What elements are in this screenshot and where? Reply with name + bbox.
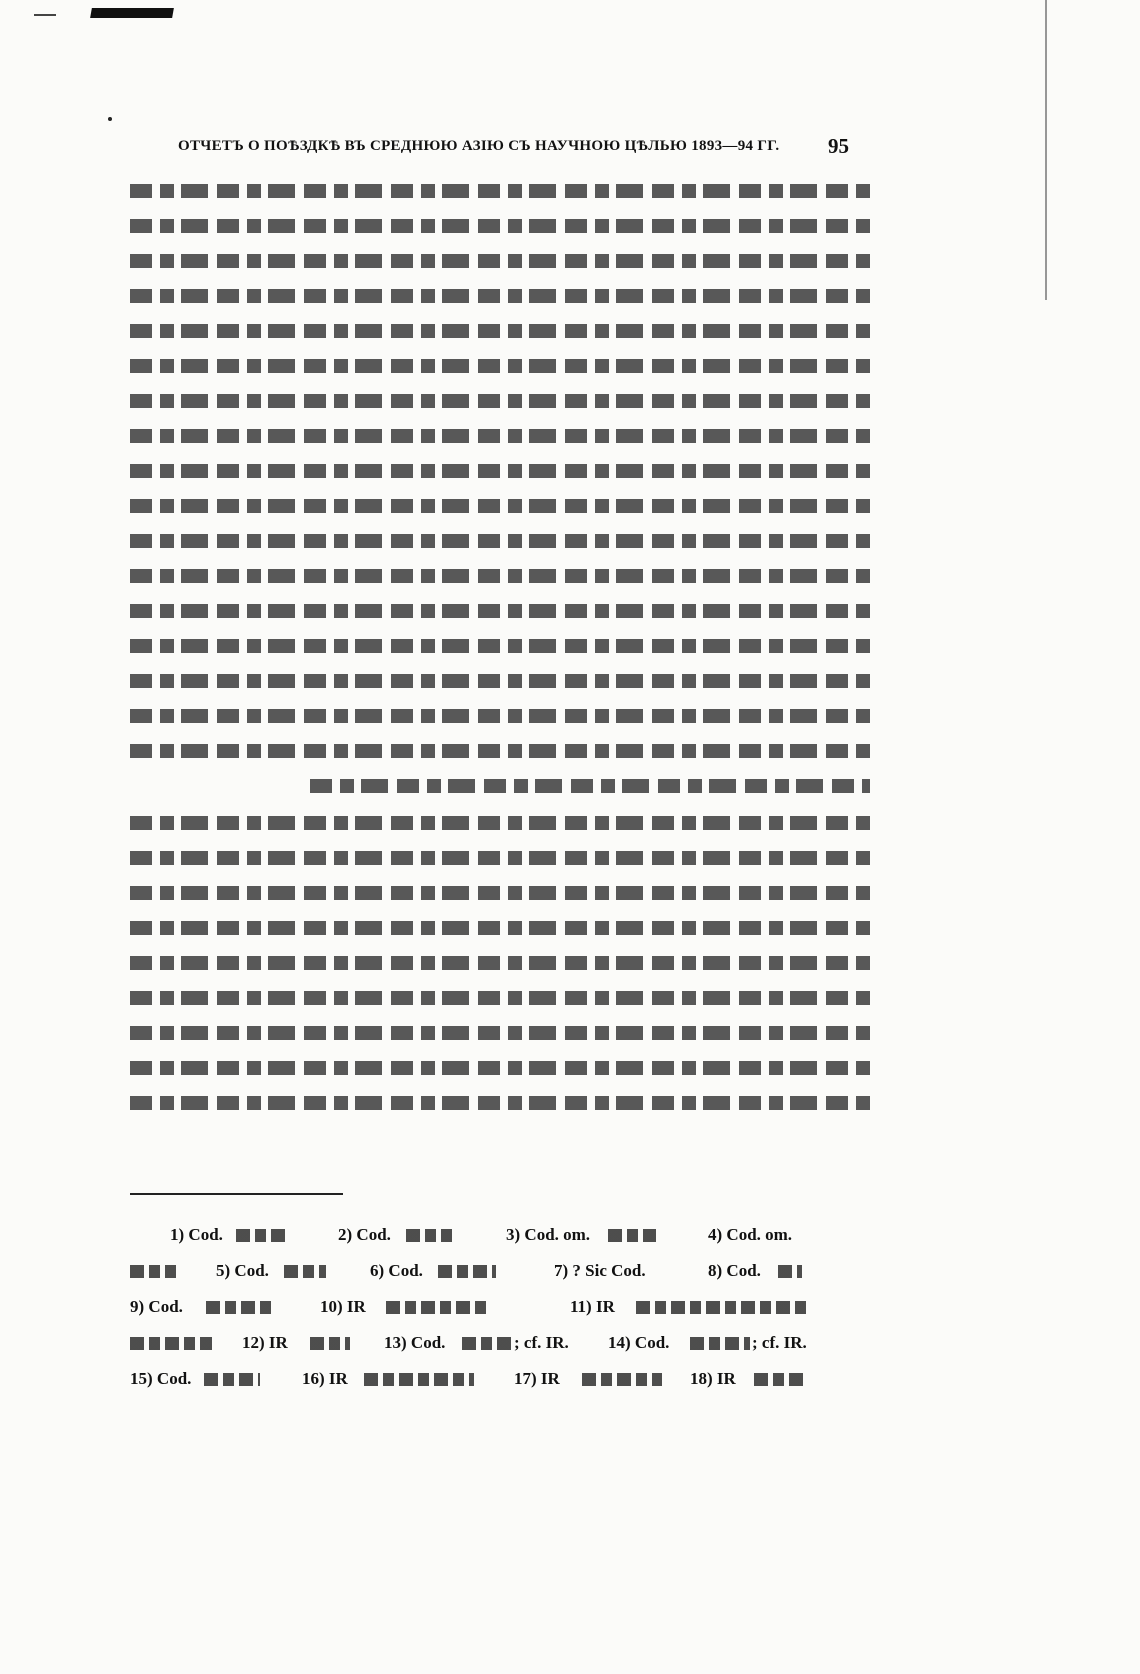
arabic-variant <box>310 1337 350 1350</box>
footnote-ref: 3) Cod. om. <box>506 1225 591 1244</box>
footnote-ref: 18) IR <box>690 1369 736 1388</box>
footnote-ref: 1) Cod. <box>170 1225 223 1244</box>
text-line <box>130 1096 870 1110</box>
text-line <box>130 956 870 970</box>
running-header: ОТЧЕТЪ О ПОѢЗДКѢ ВЪ СРЕДНЮЮ АЗІЮ СЪ НАУЧНОЮ ЦѢЛЬЮ 1893—94 ГГ. <box>178 138 780 154</box>
text-line <box>130 464 870 478</box>
scan-dot <box>108 117 112 121</box>
page-number: 95 <box>828 134 849 158</box>
footnotes <box>130 1225 870 1425</box>
text-line <box>130 359 870 373</box>
footnote-ref: 14) Cod. <box>608 1333 670 1352</box>
text-line <box>130 674 870 688</box>
footnote-ref: 2) Cod. <box>338 1225 391 1244</box>
arabic-variant <box>636 1301 808 1314</box>
arabic-variant <box>386 1301 490 1314</box>
text-line <box>130 499 870 513</box>
text-line <box>130 604 870 618</box>
footnote-ref: 5) Cod. <box>216 1261 269 1280</box>
arabic-variant <box>778 1265 802 1278</box>
footnote-ref: 17) IR <box>514 1369 560 1388</box>
text-line <box>130 184 870 198</box>
footnote-ref: ; cf. IR. <box>752 1333 807 1352</box>
arabic-variant <box>206 1301 272 1314</box>
text-line <box>130 709 870 723</box>
footnote-rule <box>130 1193 343 1195</box>
scan-edge-right <box>1045 0 1047 300</box>
text-line <box>130 429 870 443</box>
text-line <box>130 816 870 830</box>
footnote-ref: 16) IR <box>302 1369 348 1388</box>
arabic-variant <box>438 1265 496 1278</box>
text-line <box>130 254 870 268</box>
persian-text-block <box>130 178 870 1128</box>
text-line <box>130 394 870 408</box>
text-line <box>130 886 870 900</box>
text-line <box>130 639 870 653</box>
footnote-ref: 4) Cod. om. <box>708 1225 793 1244</box>
footnote-ref: 13) Cod. <box>384 1333 446 1352</box>
footnote-ref: 11) IR <box>570 1297 615 1316</box>
text-line <box>130 851 870 865</box>
text-line <box>130 219 870 233</box>
text-line <box>130 569 870 583</box>
text-line <box>130 921 870 935</box>
arabic-variant <box>204 1373 260 1386</box>
text-line <box>130 991 870 1005</box>
footnote-line <box>130 1333 870 1355</box>
arabic-variant <box>236 1229 288 1242</box>
footnote-ref: 12) IR <box>242 1333 288 1352</box>
text-line <box>130 289 870 303</box>
arabic-variant <box>284 1265 326 1278</box>
footnote-line <box>130 1261 870 1283</box>
footnote-ref: 7) ? Sic Cod. <box>554 1261 646 1280</box>
arabic-variant <box>130 1265 176 1278</box>
arabic-variant <box>754 1373 804 1386</box>
arabic-variant <box>462 1337 512 1350</box>
text-line <box>130 1061 870 1075</box>
footnote-ref: 6) Cod. <box>370 1261 423 1280</box>
text-line <box>310 779 870 793</box>
footnote-line <box>130 1369 870 1391</box>
arabic-variant <box>582 1373 662 1386</box>
footnote-line <box>130 1225 870 1247</box>
text-line <box>130 1026 870 1040</box>
footnote-ref: 9) Cod. <box>130 1297 183 1316</box>
footnote-ref: 8) Cod. <box>708 1261 761 1280</box>
arabic-variant <box>364 1373 474 1386</box>
footnote-ref: ; cf. IR. <box>514 1333 569 1352</box>
arabic-variant <box>406 1229 452 1242</box>
text-line <box>130 324 870 338</box>
arabic-variant <box>608 1229 656 1242</box>
text-line <box>130 534 870 548</box>
footnote-ref: 15) Cod. <box>130 1369 192 1388</box>
scan-dash-top-left <box>34 14 56 16</box>
arabic-variant <box>690 1337 750 1350</box>
text-line <box>130 744 870 758</box>
arabic-variant <box>130 1337 212 1350</box>
footnote-line <box>130 1297 870 1319</box>
footnote-ref: 10) IR <box>320 1297 366 1316</box>
scan-blot-top-left <box>90 8 174 18</box>
